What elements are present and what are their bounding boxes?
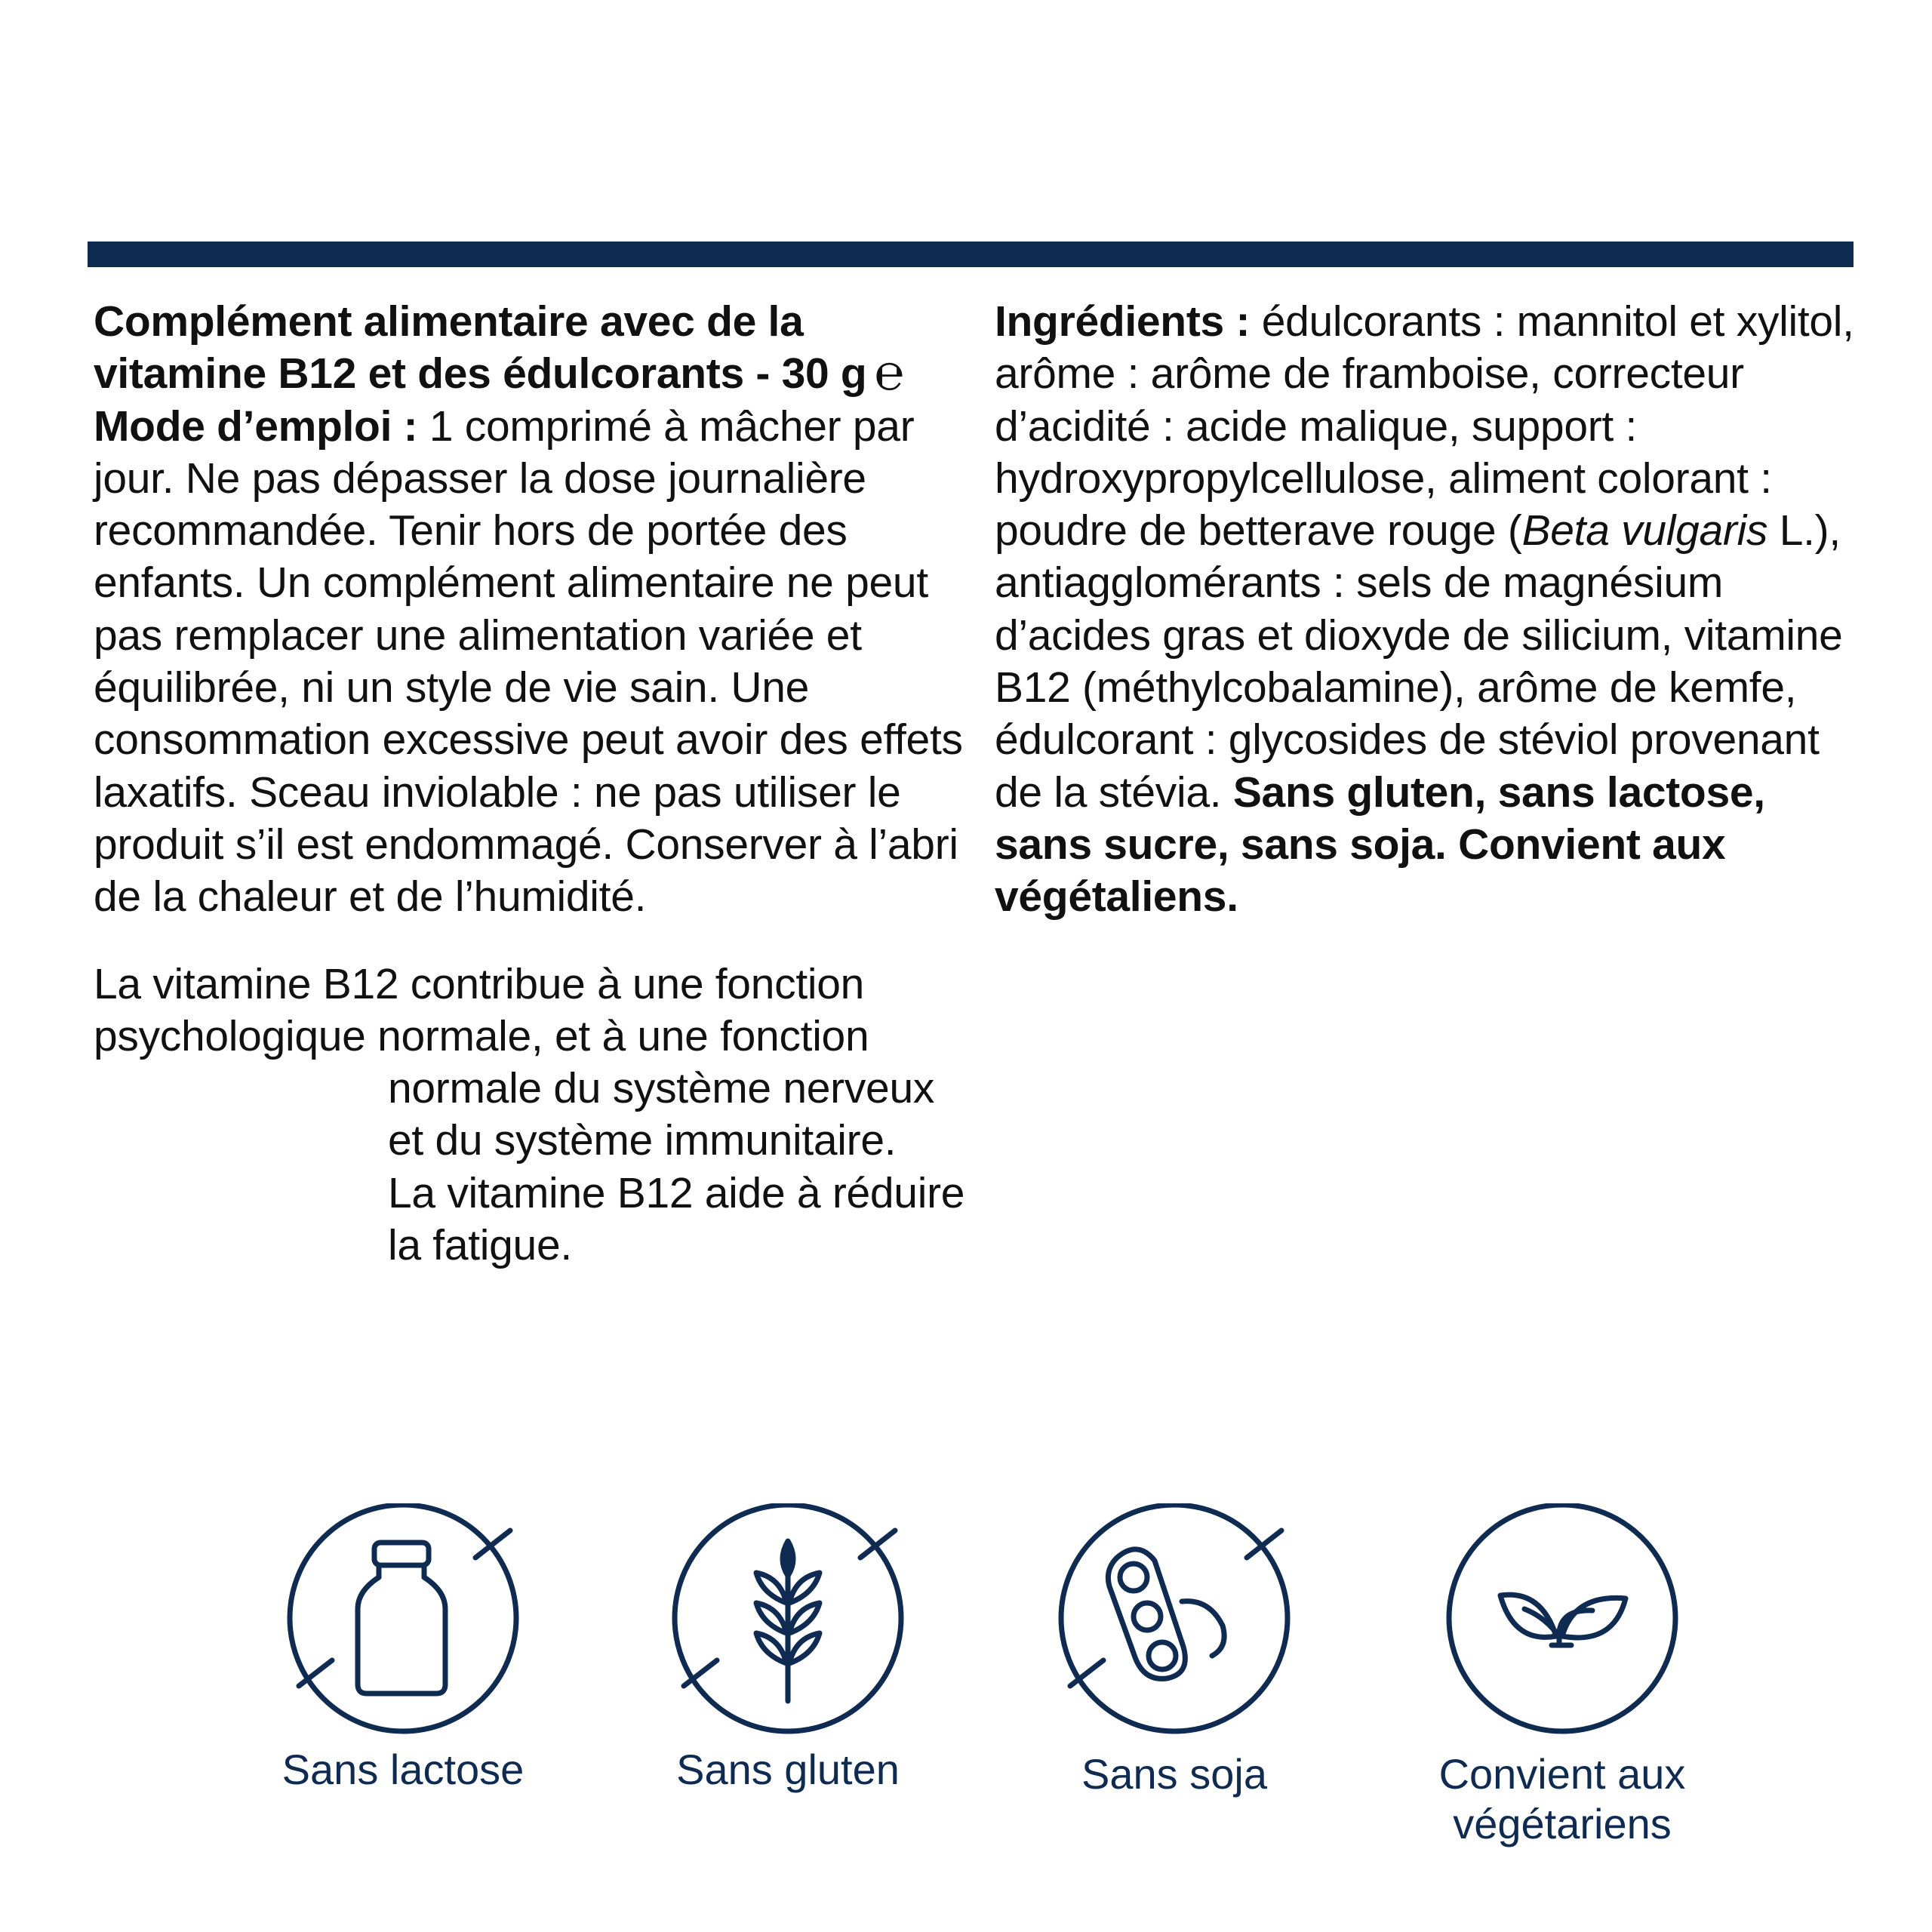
badge-label-line: végétariens	[1453, 1800, 1672, 1847]
claims-line: et du système immunitaire.	[388, 1116, 897, 1165]
badge-label: Sans soja	[1081, 1750, 1267, 1798]
claims-line: psychologique normale, et à une fonction	[94, 1011, 869, 1060]
allergen-statement: Sans gluten, sans lactose, sans sucre, sans soja. Convient aux végétaliens.	[995, 768, 1765, 921]
badge-label: Sans lactose	[281, 1746, 525, 1793]
usage-text: 1 comprimé à mâcher par jour. Ne pas dépasser la dose journalière recommandée. Tenir hors de portée des enfants. Un complément alimentaire ne peut pas remplacer une alimentation variée et équilibrée, ni un style de vie sain. Une consommation excessive peut avoir des effets laxatifs. Sceau inviolable : ne pas utiliser le produit s’il est endommagé. Conserver à l’abri de la chaleur et de l’humidité.	[94, 401, 963, 921]
ingredients-text-continued: L.), antiagglomérants : sels de magnésium d’acides gras et dioxyde de silicium, vitamine B12 (méthylcobalamine), arôme de kemfe, édulcorant : glycosides de stéviol provenant de la stévia.	[995, 506, 1843, 817]
claims-line: normale du système nerveux	[388, 1064, 935, 1113]
claims-line: La vitamine B12 aide à réduire	[388, 1168, 965, 1217]
usage-label: Mode d’emploi :	[94, 401, 418, 451]
badge-label: Sans gluten	[676, 1746, 900, 1793]
badge-lactose-free	[260, 1503, 546, 1795]
ingredients-text: édulcorants : mannitol et xylitol, arôme : arôme de framboise, correcteur d’acidité : acide malique, support : hydroxypropylcellulose, aliment colorant : poudre de betterave rouge (	[995, 297, 1854, 555]
wheat-crossed-icon	[667, 1503, 909, 1745]
ingredients-latin-name: Beta vulgaris	[1521, 506, 1768, 555]
milk-bottle-crossed-icon	[282, 1503, 524, 1745]
claims-line: la fatigue.	[388, 1221, 572, 1270]
badge-soy-free	[1031, 1503, 1318, 1799]
soybean-crossed-icon	[1054, 1503, 1295, 1745]
badge-label	[1419, 1749, 1706, 1849]
ingredients-label: Ingrédients :	[995, 297, 1251, 346]
badge-label-line: Convient aux	[1438, 1750, 1686, 1798]
estimated-sign-icon: ℮	[874, 343, 904, 402]
badge-vegetarian	[1419, 1503, 1706, 1849]
claims-line: La vitamine B12 contribue à une fonction	[94, 959, 865, 1008]
badge-gluten-free	[645, 1503, 931, 1795]
product-title: Complément alimentaire avec de la vitamine B12 et des édulcorants - 30 g	[94, 297, 867, 398]
leaves-icon	[1441, 1503, 1683, 1745]
